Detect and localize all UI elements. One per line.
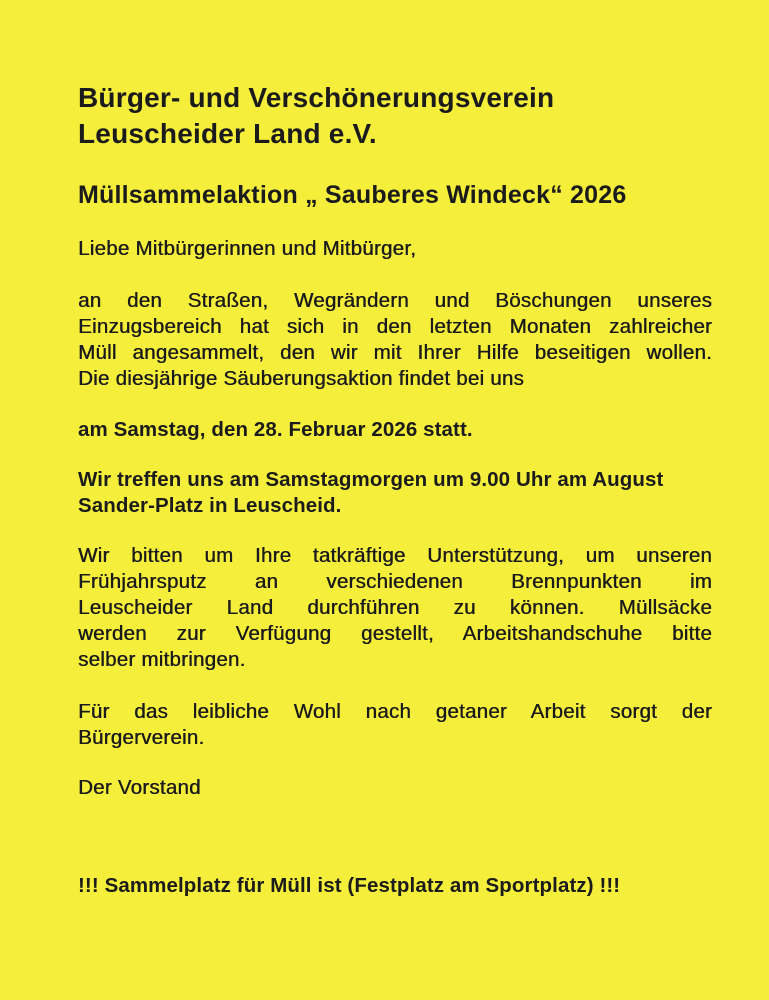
intro-paragraph-line: Müll angesammelt, den wir mit Ihrer Hilfe beseitigen wollen. bbox=[78, 341, 712, 364]
intro-paragraph-line: Die diesjährige Säuberungsaktion findet bei uns bbox=[78, 367, 524, 390]
event-title: Müllsammelaktion „ Sauberes Windeck“ 2026 bbox=[78, 181, 627, 209]
support-paragraph-line: Frühjahrsputz an verschiedenen Brennpunkten im bbox=[78, 570, 712, 593]
refreshments-paragraph bbox=[78, 699, 712, 751]
support-paragraph-line: Wir bitten um Ihre tatkräftige Unterstützung, um unseren bbox=[78, 544, 712, 567]
org-name bbox=[78, 80, 712, 152]
org-name-line1: Bürger- und Verschönerungsverein bbox=[78, 82, 555, 113]
intro-paragraph-line: an den Straßen, Wegrändern und Böschungen unseres bbox=[78, 289, 712, 312]
meeting-line bbox=[78, 467, 712, 519]
event-date-line: am Samstag, den 28. Februar 2026 statt. bbox=[78, 418, 473, 441]
signature: Der Vorstand bbox=[78, 776, 201, 799]
support-paragraph-line: werden zur Verfügung gestellt, Arbeitshandschuhe bitte bbox=[78, 622, 712, 645]
salutation: Liebe Mitbürgerinnen und Mitbürger, bbox=[78, 237, 417, 260]
meeting-line-part: Sander-Platz in Leuscheid. bbox=[78, 494, 342, 517]
footer-note: !!! Sammelplatz für Müll ist (Festplatz am Sportplatz) !!! bbox=[78, 874, 621, 897]
intro-paragraph-line: Einzugsbereich hat sich in den letzten Monaten zahlreicher bbox=[78, 315, 712, 338]
org-name-line2: Leuscheider Land e.V. bbox=[78, 118, 377, 149]
support-paragraph bbox=[78, 543, 712, 673]
intro-paragraph bbox=[78, 288, 712, 392]
refreshments-paragraph-line: Bürgerverein. bbox=[78, 726, 205, 749]
refreshments-paragraph-line: Für das leibliche Wohl nach getaner Arbeit sorgt der bbox=[78, 700, 712, 723]
meeting-line-part: Wir treffen uns am Samstagmorgen um 9.00 Uhr am August bbox=[78, 468, 664, 491]
support-paragraph-line: selber mitbringen. bbox=[78, 648, 246, 671]
support-paragraph-line: Leuscheider Land durchführen zu können. Müllsäcke bbox=[78, 596, 712, 619]
